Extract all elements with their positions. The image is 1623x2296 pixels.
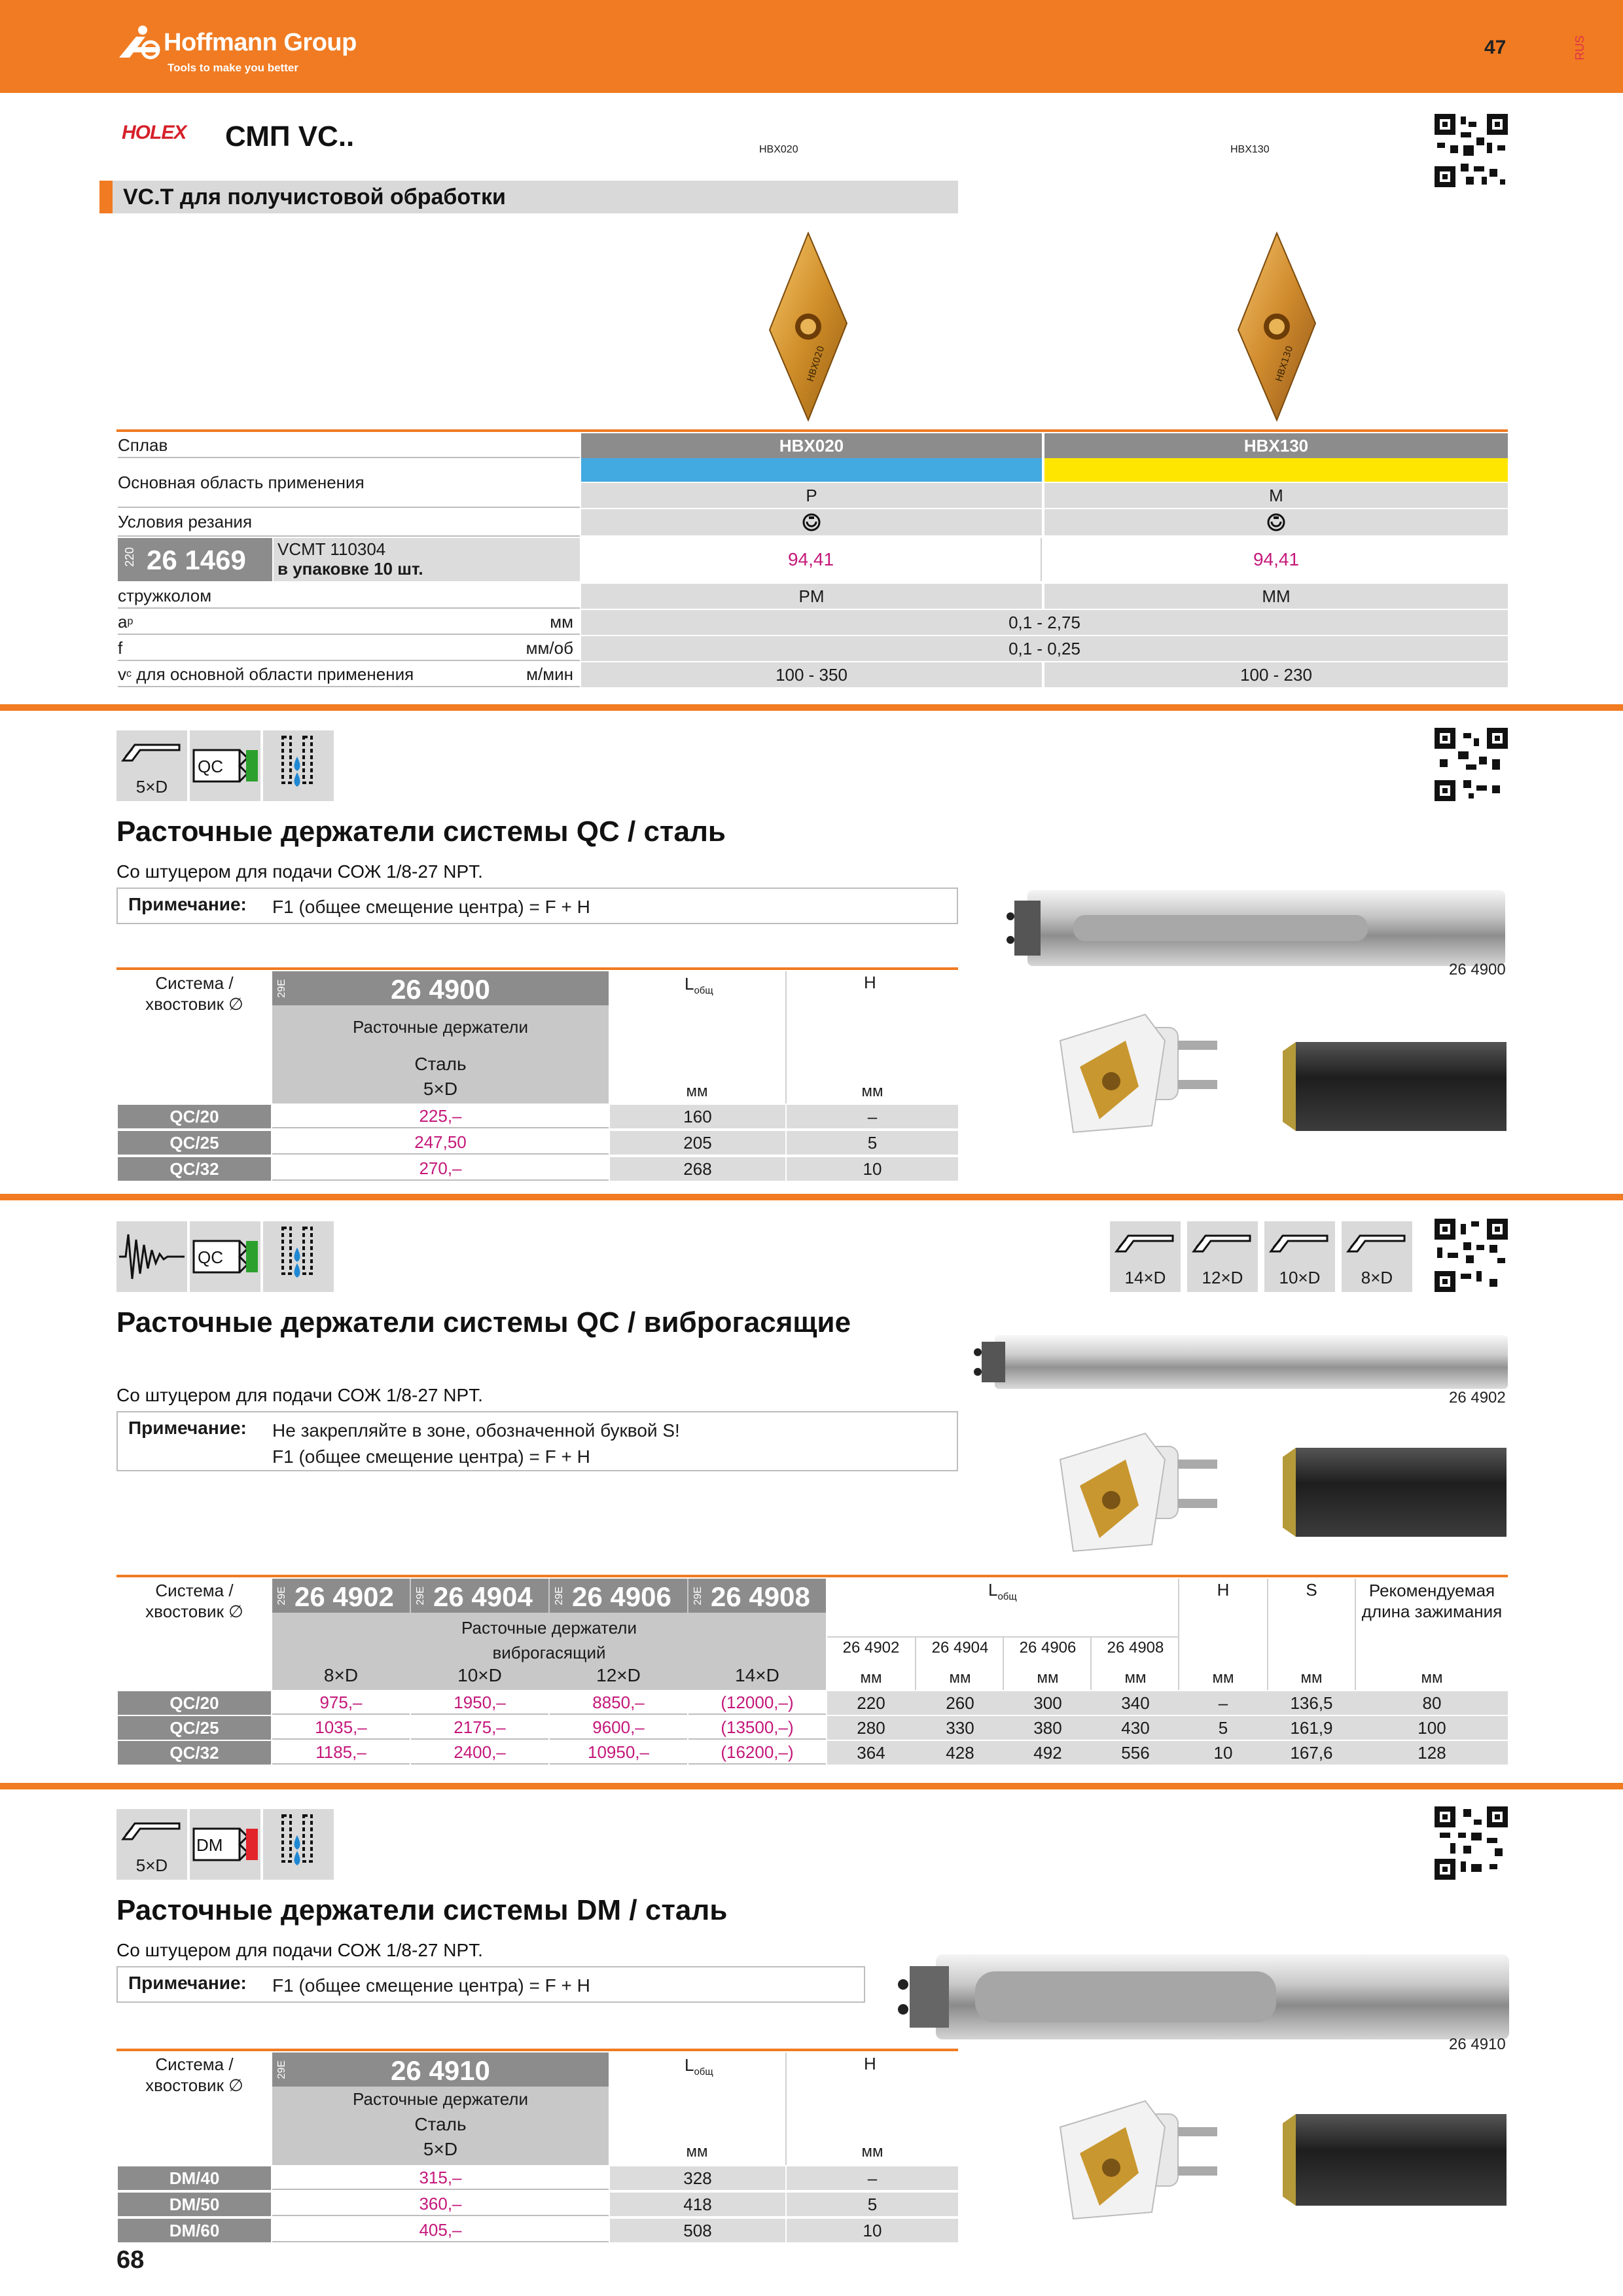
coolant-icon <box>263 730 334 801</box>
section3-description: Со штуцером для подачи СОЖ 1/8-27 NPT. <box>116 1940 483 1960</box>
section-divider <box>0 1783 1623 1789</box>
section1-description: Со штуцером для подачи СОЖ 1/8-27 NPT. <box>116 861 483 882</box>
section2-note: Примечание: Не закрепляйте в зоне, обозначенной буквой S! F1 (общее смещение центра) = F + H <box>116 1411 958 1471</box>
s2-col-system: Система / хвостовик ∅ <box>145 1581 243 1621</box>
coolant-icon <box>263 1809 334 1880</box>
s2-col-l: $L_{общ}$ <box>988 1580 1017 1603</box>
s2-order-number: 26 4908 <box>711 1581 810 1612</box>
s1-order-block: 29E 26 4900 <box>272 971 609 1005</box>
row-label-ap: a p мм <box>118 610 580 635</box>
cutting-condition-good-icon <box>1266 512 1286 532</box>
s2-order-block: 29E 26 4906 <box>550 1579 687 1613</box>
vc-unit: м/мин <box>526 664 573 684</box>
s2-order-block: 29E 26 4904 <box>411 1579 548 1613</box>
boring-5xd-icon: 5×D <box>116 1809 187 1880</box>
application-color-m <box>1044 458 1508 482</box>
price-hbx020: 94,41 <box>581 538 1042 581</box>
shank-end-image <box>1276 2114 1507 2206</box>
boring-8xd-icon: 8×D <box>1342 1221 1412 1292</box>
coolant-icon <box>263 1221 334 1292</box>
image-ref-264902: 26 4902 <box>1449 1389 1506 1407</box>
qr-code-icon[interactable] <box>1435 1219 1508 1292</box>
product-title: СМП VC.. <box>225 120 355 152</box>
dm-system-icon <box>190 1809 260 1880</box>
brand-name: Hoffmann Group <box>164 29 357 56</box>
s3-order-block: 29E 26 4910 <box>272 2053 609 2087</box>
row-label-vc: v c для основной области применения м/мин <box>118 662 580 687</box>
svg-text:HBX020: HBX020 <box>805 344 827 384</box>
boring-10xd-icon: 10×D <box>1264 1221 1335 1292</box>
insert-hbx130-image <box>1236 232 1318 422</box>
qc-head-insert-image <box>1054 1001 1224 1139</box>
s2-col-recommended: Рекомендуемая длина зажимания <box>1361 1581 1503 1621</box>
section1-note: Примечание: F1 (общее смещение центра) = F + H <box>116 888 958 924</box>
cutting-condition-icon <box>581 509 1042 535</box>
s3-col-h: H <box>864 2054 876 2073</box>
s3-order-number: 26 4910 <box>391 2055 490 2086</box>
section3-title: Расточные держатели системы DM / сталь <box>116 1894 728 1926</box>
image-ref-264900: 26 4900 <box>1449 961 1506 978</box>
application-p: P <box>581 483 1042 508</box>
designation: VCMT 110304 <box>277 539 386 559</box>
s3-col-l: $L_{общ}$ <box>685 2055 713 2078</box>
brand-tagline: Tools to make you better <box>168 62 298 74</box>
page-number-top: 47 <box>1484 37 1507 58</box>
svg-text:HBX130: HBX130 <box>1274 344 1296 384</box>
cutting-condition-good-icon <box>802 512 821 532</box>
row-label-chipbreaker: стружколом <box>118 584 580 609</box>
row-label-f: f мм/об <box>118 636 580 661</box>
subtitle-text: VC.T для получистовой обработки <box>123 185 506 209</box>
hoffmann-logo-icon <box>116 24 164 60</box>
application-color-p <box>581 458 1042 482</box>
qc-system-icon <box>190 730 260 801</box>
dm-head-insert-image <box>1054 2088 1224 2225</box>
ap-unit: мм <box>550 611 573 632</box>
qc-system-icon <box>190 1221 260 1292</box>
chipbreaker-mm: MM <box>1044 584 1508 609</box>
s2-order-number: 26 4906 <box>572 1581 671 1612</box>
s2-order-block: 29E 26 4908 <box>688 1579 826 1613</box>
order-number: 26 1469 <box>147 545 246 575</box>
cutting-condition-icon <box>1044 509 1508 535</box>
shank-end-image <box>1276 1042 1507 1131</box>
image-ref-264910: 26 4910 <box>1449 2036 1506 2053</box>
boring-bar-264900-image <box>1001 884 1512 973</box>
section-divider <box>0 704 1623 711</box>
alloy-hbx130: HBX130 <box>1044 433 1508 458</box>
boring-bar-264902-image <box>962 1326 1512 1398</box>
qr-code-icon[interactable] <box>1435 728 1508 801</box>
order-number-block <box>118 538 272 581</box>
s1-col-h: H <box>864 973 876 992</box>
f-value: 0,1 - 0,25 <box>581 636 1508 661</box>
boring-bar-icon <box>116 730 187 776</box>
ap-value: 0,1 - 2,75 <box>581 610 1508 635</box>
price-hbx130: 94,41 <box>1253 549 1300 569</box>
section2-title: Расточные держатели системы QC / виброгасящие <box>116 1306 851 1338</box>
subtitle-band <box>99 181 958 213</box>
vc-value-hbx130: 100 - 230 <box>1044 662 1508 687</box>
row-label-conditions: Условия резания <box>118 508 580 537</box>
section-divider <box>0 1194 1623 1200</box>
qr-code-icon[interactable] <box>1435 1806 1508 1880</box>
s3-col-system: Система / хвостовик ∅ <box>145 2054 243 2095</box>
shank-end-image <box>1276 1448 1507 1537</box>
qc-label: QC <box>198 1247 223 1267</box>
page-number-bottom: 68 <box>116 2246 145 2274</box>
qc-head-insert-image <box>1054 1420 1224 1558</box>
pack-size: в упаковке 10 шт. <box>277 559 423 579</box>
s1-order-number: 26 4900 <box>391 974 490 1005</box>
f-unit: мм/об <box>526 637 573 658</box>
qr-code-icon[interactable] <box>1435 114 1508 187</box>
alloy-hbx020: HBX020 <box>581 433 1042 458</box>
s2-order-block: 29E 26 4902 <box>272 1579 410 1613</box>
insert-hbx020-image <box>767 232 849 422</box>
row-label-application: Основная область применения <box>118 458 580 508</box>
vc-value-hbx020: 100 - 350 <box>581 662 1042 687</box>
s2-order-number: 26 4904 <box>433 1581 533 1612</box>
s1-col-l: $L_{общ}$ <box>685 974 713 997</box>
row-label-alloy: Сплав <box>118 433 580 458</box>
section1-title: Расточные держатели системы QC / сталь <box>116 816 726 848</box>
boring-bar-icon <box>116 1809 187 1855</box>
boring-bar-264910-image <box>883 1948 1512 2046</box>
vibration-damping-icon <box>116 1221 187 1292</box>
boring-5xd-icon: 5×D <box>116 730 187 801</box>
s2-col-h: H <box>1217 1580 1230 1600</box>
qc-label: QC <box>198 757 223 776</box>
section2-description: Со штуцером для подачи СОЖ 1/8-27 NPT. <box>116 1385 483 1405</box>
language-code: RUS <box>1573 35 1586 61</box>
dm-label: DM <box>196 1835 223 1855</box>
order-prefix: 220 <box>123 547 136 567</box>
boring-14xd-icon: 14×D <box>1110 1221 1181 1292</box>
s2-col-s: S <box>1306 1580 1317 1600</box>
holex-logo: HOLEX <box>122 122 187 143</box>
application-m: M <box>1044 483 1508 508</box>
chipbreaker-pm: PM <box>581 584 1042 609</box>
s1-col-system: Система / хвостовик ∅ <box>145 973 243 1014</box>
s2-order-number: 26 4902 <box>294 1581 394 1612</box>
boring-12xd-icon: 12×D <box>1187 1221 1258 1292</box>
section3-note: Примечание: F1 (общее смещение центра) = F + H <box>116 1966 865 2003</box>
